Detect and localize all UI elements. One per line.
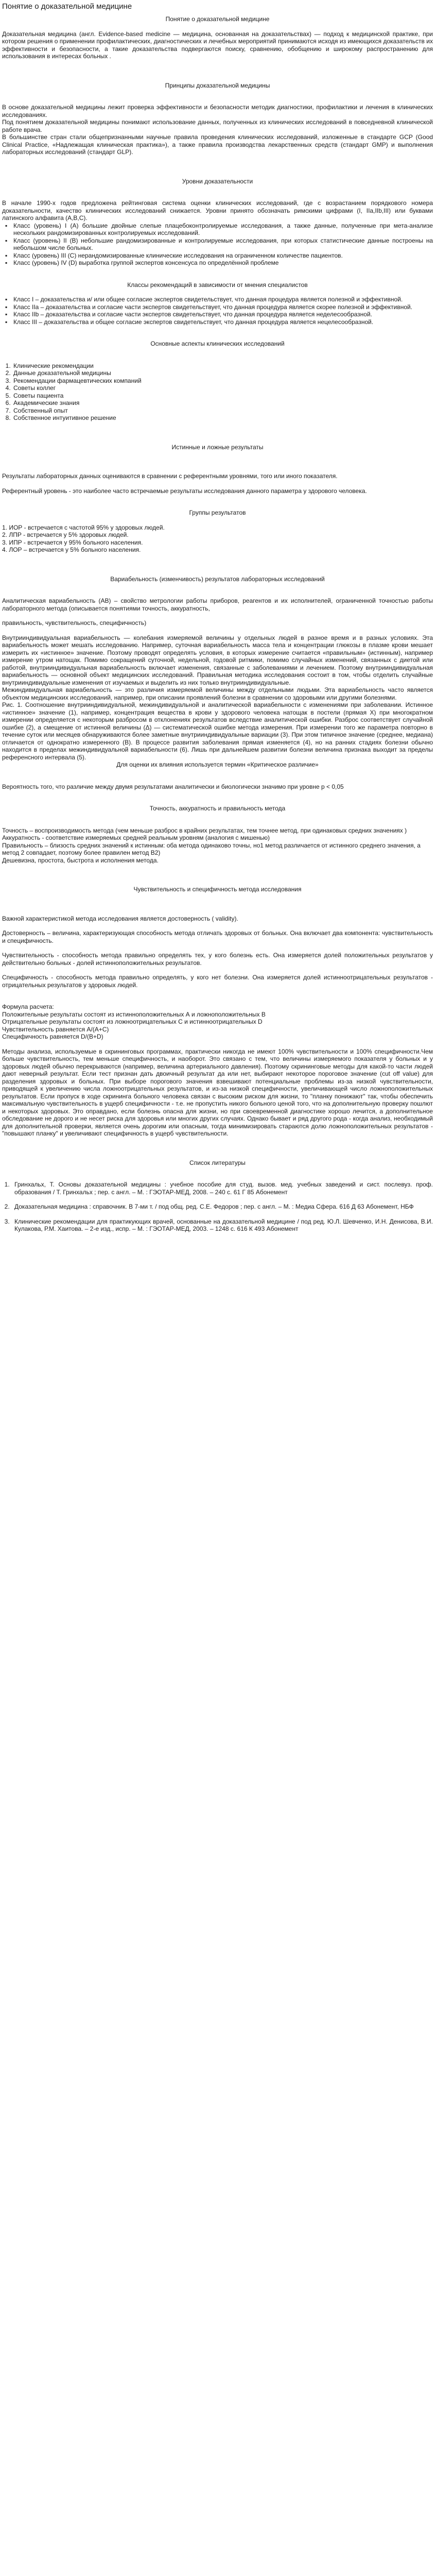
section-title-recommendation-classes: Классы рекомендаций в зависимости от мнения специалистов	[127, 281, 308, 289]
formula-line: Положительные результаты состоят из истинноположительных А и ложноположительных В	[2, 1010, 266, 1018]
paragraph: Достоверность – величина, характеризующая способность метода отличать здоровых от больных. Она включает два компонента: чувствительность и специфичность.	[2, 929, 433, 944]
section-title-principles: Принципы доказательной медицины	[165, 81, 270, 89]
paragraph: Дешевизна, простота, быстрота и исполнения метода.	[2, 856, 159, 864]
paragraph: Правильность – близость средних значений к истинным: оба метода одинаково точны, но1 метод различается от истинного среднего значения, а	[2, 841, 421, 849]
list-item: ▪ Класс (уровень) II (B) небольшие рандомизированные и контролируемые исследования, при которых статистические данные построены на небольшом числе больных.	[11, 237, 433, 252]
list-item: 6. Академические знания	[12, 399, 433, 407]
section-title-result-groups: Группы результатов	[189, 509, 246, 516]
list-item: ▪ Класс I – доказательства и/ или общее согласие экспертов свидетельствует, что данная процедура является полезной и эффективной.	[11, 296, 433, 303]
list-item: ▪ Класс IIb – доказательства и согласие части экспертов свидетельствует, что данная процедура является неделесообразной.	[11, 311, 433, 318]
formula-heading: Формула расчета:	[2, 1003, 54, 1010]
list-item: 3. ИПР - встречается у 95% больного населения.	[2, 538, 143, 546]
list-item: ▪ Класс IIa – доказательства и согласие части экспертов свидетельствует, что данная процедура является скорее полезной и эффективной.	[11, 303, 433, 311]
paragraph: В большинстве стран стали общепризнанными научные правила проведения клинических исследований, изложенные в стандарте GCP (Good Clinical Practice, «Надлежащая клиническая практика»), а также правила производства лекарственных средств (стандарт GMP) и выполнения лабораторных исследований (стандарт GLP).	[2, 133, 433, 156]
paragraph: Важной характеристикой метода исследования является достоверность ( validity).	[2, 914, 238, 922]
reference-item: 3. Клинические рекомендации для практикующих врачей, основанные на доказательной медицине / под ред. Ю.Л. Шевченко, И.Н. Денисова, В.И. Кулакова, Р.М. Хаитова. – 2-е изд., испр. – М. : ГЭОТАР-МЕД, 2003. – 1248 с. 616 К 493 Абонемент	[11, 1218, 433, 1233]
list-item: 7. Собственный опыт	[12, 407, 433, 415]
paragraph: Методы анализа, используемые в скрининговых программах, практически никогда не имеют 100% чувствительности и 100% специфичности.Чем больше чувствительность, тем меньше специфичность, и наоборот. Это связано с тем, что величины измеряемого показателя у больных и у здоровых людей обычно перекрываются (например, величина артериального давления). Поэтому скрининговые методы для какой-то части людей дают неверный результат. Если тест признан дать двоичный результат да или нет, выбирают некоторое пороговое значение (cut off value) для разделения здоровых и больных. При выборе порогового значения взвешивают потенциальные проблемы из-за низкой чувствительности, приводящей к увеличению числа ложноотрицательных результатов, и из-за низкой специфичности, увеличивающей число ложноположительных результатов. Если пропуск в ходе скрининга больного человека связан с высоким риском для жизни, то "планку понижают" так, чтобы обеспечить максимальную чувствительность в ущерб специфичности - т.е. не пропустить никого больного ценой того, что на дополнительную проверку пошлют и некоторых здоровых. Это оправдано, если болезнь опасна для жизни, но при своевременной диагностике хорошо лечится, а дополнительное обследование не дорого и не несет риска для здоровья или многих других случаях. Однако бывает и ряд другого рода - когда анализ, необходимый для дополнительной проверки, является очень дорогим или опасным, тогда минимизировать стараются долю ложноположительных результатов - "повышают планку" и увеличивают специфичность в ущерб чувствительности.	[2, 1047, 433, 1137]
paragraph: Результаты лабораторных данных оцениваются в сравнении с референтными уровнями, того или иного показателя.	[2, 472, 338, 480]
section-title-accuracy: Точность, аккуратность и правильность метода	[149, 805, 286, 812]
paragraph: Под понятием доказательной медицины понимают использование данных, полученных из клинических исследований в повседневной клинической работе врача.	[2, 118, 433, 133]
list-item: 5. Советы пациента	[12, 392, 433, 400]
section-title-variability: Вариабельность (изменчивость) результатов лабораторных исследований	[110, 575, 325, 583]
list-item: 4. ЛОР – встречается у 5% больного населения.	[2, 546, 141, 553]
list-item: 2. Данные доказательной медицины	[12, 369, 433, 377]
section-title-references: Список литературы	[189, 1159, 246, 1166]
list-item: 2. ЛПР - встречается у 5% здоровых людей.	[2, 531, 129, 538]
paragraph: Межиндивидуальная вариабельность — это различия измеряемой величины между отдельными людьми. Эта вариабельность часто является объектом медицинских исследований, например, при описании проявлений болезни в сравнении со здоровыми или другими болезнями.	[2, 686, 433, 701]
paragraph: Внутрииндивидуальная вариабельность — колебания измеряемой величины у отдельных людей в разное время и в разных условиях. Эта вариабельность может мешать исследованию. Например, суточная вариабельность масса тела и концентрации глюкозы в плазме крови мешает измерить их «истинное» значение. Поэтому проводят определять условия, в которых измерение считается «правильным» (истинным), например измерение утром натощак. Помимо сокращений суточной, недельной, годовой ритмики, помимо случайных изменений, связанных с диетой или работой, внутрииндивидуальная вариабельность включает изменения, связанные с заболеваниями и лечением. Поэтому внутрииндивидуальная вариабельность — основной объект медицинских исследований. Правильная методика исследования состоит в том, чтобы отделить случайные внутрииндивидуальные изменения от изучаемых и выделить из них только внутрииндивидуальные.	[2, 634, 433, 686]
list-item: 1. ИОР - встречается с частотой 95% у здоровых людей.	[2, 523, 165, 531]
paragraph: метод 2 совпадает, поэтому более правилен метод В2)	[2, 849, 161, 856]
list-item: 8. Собственное интуитивное решение	[12, 414, 433, 422]
paragraph: Аналитическая вариабельность (АВ) – свойство метрологии работы приборов, реагентов и их исполнителей, ограниченной точностью работы лабораторного метода (описывается понятиями точность, аккуратность,	[2, 597, 433, 612]
paragraph: Специфичность - способность метода правильно определять, у кого нет болезни. Она измеряется долей истинноотрицательных результатов - отрицательных результатов у здоровых людей.	[2, 974, 433, 989]
list-item: 1. Клинические рекомендации	[12, 362, 433, 370]
paragraph: Доказательная медицина (англ. Evidence-based medicine — медицина, основанная на доказательствах) — подход к медицинской практике, при котором решения о применении профилактических, диагностических и лечебных мероприятий принимаются исходя из имеющихся доказательств их эффективности и безопасности, а такие доказательства подвергаются поиску, сравнению, обобщению и широкому распространению для использования в интересах больных .	[2, 30, 433, 60]
list-item: ▪ Класс (уровень) IV (D) выработка группой экспертов консенсуса по определённой проблеме	[11, 259, 433, 267]
paragraph: В начале 1990-х годов предложена рейтинговая система оценки клинических исследований, где с возрастанием порядкового номера доказательности, качество клинических исследований снижается. Уровни принято обозначать римскими цифрами (I, IIa,IIb,III) или буквами латинского алфавита (A,B,C).	[2, 199, 433, 222]
paragraph: Для оценки их влияния используется термин «Критическое различие»	[116, 761, 319, 768]
paragraph: Чувствительность - способность метода правильно определять тех, у кого болезнь есть. Она измеряется долей положительных результатов у действительно больных - долей истинноположительных результатов.	[2, 952, 433, 967]
formula-line: Специфичность равняется D/(B+D)	[2, 1033, 103, 1040]
paragraph: Точность – воспроизводимость метода (чем меньше разброс в крайних результатах, тем точнее метод, при одинаковых средних значениях )	[2, 826, 407, 834]
reference-item: 2. Доказательная медицина : справочник. В 7-ми т. / под общ. ред. С.Е. Федоров ; пер. с англ. – М. : Медиа Сфера. 616 Д 63 Абонемент, НБФ	[11, 1203, 433, 1211]
list-item: ▪ Класс (уровень) I (A) большие двойные слепые плацебоконтролируемые исследования, а также данные, полученные при мета-анализе нескольких рандомизированных контролируемых исследований.	[11, 222, 433, 237]
evidence-levels-list	[2, 222, 433, 267]
list-item: ▪ Класс (уровень) III (C) нерандомизированные клинические исследования на ограниченном количестве пациентов.	[11, 252, 433, 260]
formula-line: Чувствительность равняется А/(А+С)	[2, 1025, 109, 1033]
section-title-sensitivity-specificity: Чувствительность и специфичность метода исследования	[133, 886, 302, 893]
section-title-evidence-levels: Уровни доказательности	[182, 177, 253, 185]
paragraph: Аккуратность - соответствие измеряемых средней реальным уровням (аналогия с мишенью)	[2, 834, 270, 841]
reference-item: 1. Гринхальх, Т. Основы доказательной медицины : учебное пособие для студ. вызов. мед. учебных заведений и сист. послевуз. проф. образования / Т. Гринхальх ; пер. с англ. – М. : ГЭОТАР-МЕД, 2008. – 240 с. 61 Г 85 Абонемент	[11, 1181, 433, 1196]
document	[0, 0, 436, 1245]
list-item: 4. Советы коллег	[12, 384, 433, 392]
clinical-aspects-list	[2, 362, 433, 422]
section-title-concept: Понятие о доказательной медицине	[165, 15, 270, 23]
list-item: ▪ Класс III – доказательства и общее согласие экспертов свидетельствует, что данная процедура является нецелесообразной.	[11, 318, 433, 326]
list-item: 3. Рекомендации фармацевтических компаний	[12, 377, 433, 385]
formula-line: Отрицательные результаты состоят из ложноотрицательных С и истинноотрицательных D	[2, 1018, 263, 1025]
section-title-clinical-aspects: Основные аспекты клинических исследований	[150, 340, 285, 347]
recommendation-classes-list	[2, 296, 433, 326]
document-title: Понятие о доказательной медицине	[2, 2, 132, 11]
paragraph: правильность, чувствительность, специфичность)	[2, 619, 147, 626]
section-title-true-false-results: Истинные и ложные результаты	[171, 443, 264, 451]
paragraph: Вероятность того, что различие между двумя результатами аналитически и биологически значимо при уровне p < 0,05	[2, 783, 344, 790]
references-list	[2, 1181, 433, 1233]
paragraph: Рис. 1. Соотношение внутрииндивидуальной, межиндивидуальной и аналитической вариабельности с изменениями при заболевании. Истинное «истинное» значение (1), например, концентрация вещества в крови у здорового человека натощак в постели (прямая X) при многократном измерении определяется с некоторым разбросом в отклонениях результатов вследствие аналитической ошибки. Разброс соответствует случайной ошибке (2), а смещение от истинной величины (Δ) — систематической ошибке метода измерения. При измерении того же параметра повторно в течение суток или месяцев обнаруживаются более заметные внутрииндивидуальные вариации (3). При этом типичное значение (среднее, медиана) отличается от однократно измеренного (В). В процессе развития заболевания прямая изменяется (4), но на ранних стадиях болезни обычно находится в пределах межиндивидуальной вариабельности (6). Лишь при дальнейшем развитии болезни величина признака выходит за пределы референсного интервала (5).	[2, 701, 433, 761]
paragraph: Референтный уровень - это наиболее часто встречаемые результаты исследования данного параметра у здорового человека.	[2, 487, 367, 495]
paragraph: В основе доказательной медицины лежит проверка эффективности и безопасности методик диагностики, профилактики и лечения в клинических исследованиях.	[2, 104, 433, 118]
